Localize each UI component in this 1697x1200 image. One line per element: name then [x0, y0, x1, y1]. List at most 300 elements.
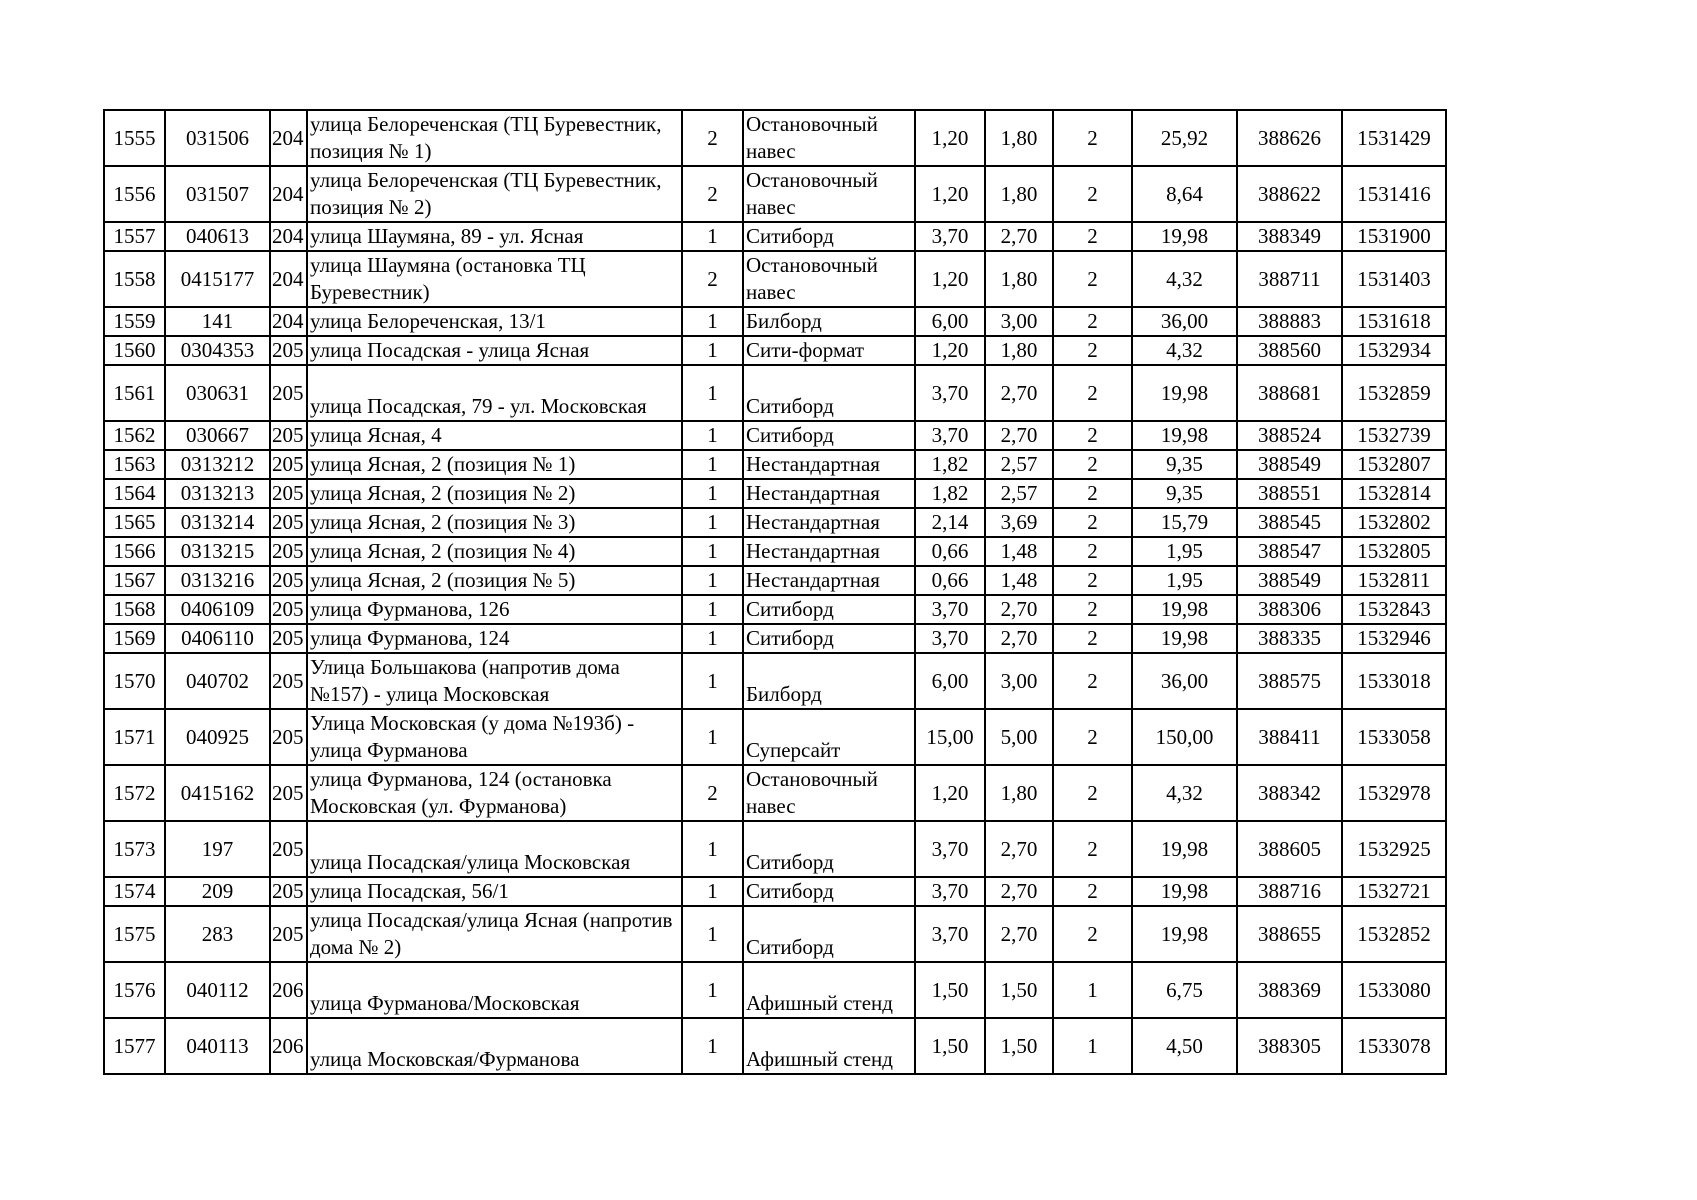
- address-cell: улица Посадская, 56/1: [307, 877, 682, 906]
- coord-y-cell: 1532814: [1342, 479, 1446, 508]
- object-number-cell: 040925: [165, 709, 270, 765]
- coord-y-cell: 1533078: [1342, 1018, 1446, 1074]
- width-cell: 3,70: [915, 624, 985, 653]
- district-code-cell: 204: [270, 110, 307, 166]
- sides-cell: 2: [682, 251, 743, 307]
- district-code-cell: 206: [270, 962, 307, 1018]
- type-cell: Остановочный навес: [743, 251, 915, 307]
- table-row: [104, 962, 1446, 1018]
- district-code-cell: 204: [270, 222, 307, 251]
- height-cell: 1,80: [985, 166, 1053, 222]
- sides-cell: 2: [682, 765, 743, 821]
- height-cell: 1,48: [985, 537, 1053, 566]
- sides-cell: 1: [682, 1018, 743, 1074]
- address-cell: улица Белореченская (ТЦ Буревестник, позиция № 1): [307, 110, 682, 166]
- district-code-cell: 205: [270, 709, 307, 765]
- quantity-cell: 2: [1053, 595, 1132, 624]
- width-cell: 6,00: [915, 307, 985, 336]
- height-cell: 5,00: [985, 709, 1053, 765]
- area-cell: 19,98: [1132, 421, 1237, 450]
- type-cell: Остановочный навес: [743, 110, 915, 166]
- object-number-cell: 0406110: [165, 624, 270, 653]
- quantity-cell: 2: [1053, 709, 1132, 765]
- coord-y-cell: 1533080: [1342, 962, 1446, 1018]
- row-number-cell: 1569: [104, 624, 165, 653]
- quantity-cell: 2: [1053, 110, 1132, 166]
- sides-cell: 1: [682, 709, 743, 765]
- coord-y-cell: 1532811: [1342, 566, 1446, 595]
- address-cell: улица Фурманова, 126: [307, 595, 682, 624]
- district-code-cell: 205: [270, 765, 307, 821]
- coord-x-cell: 388524: [1237, 421, 1342, 450]
- sides-cell: 1: [682, 450, 743, 479]
- district-code-cell: 205: [270, 336, 307, 365]
- address-cell: улица Посадская/улица Московская: [307, 821, 682, 877]
- object-number-cell: 040112: [165, 962, 270, 1018]
- quantity-cell: 2: [1053, 566, 1132, 595]
- coord-y-cell: 1532978: [1342, 765, 1446, 821]
- sides-cell: 1: [682, 566, 743, 595]
- object-number-cell: 031507: [165, 166, 270, 222]
- coord-x-cell: 388306: [1237, 595, 1342, 624]
- width-cell: 3,70: [915, 222, 985, 251]
- width-cell: 1,50: [915, 1018, 985, 1074]
- quantity-cell: 2: [1053, 906, 1132, 962]
- table-row: [104, 336, 1446, 365]
- height-cell: 2,70: [985, 421, 1053, 450]
- table-row: [104, 479, 1446, 508]
- area-cell: 150,00: [1132, 709, 1237, 765]
- width-cell: 1,20: [915, 251, 985, 307]
- district-code-cell: 205: [270, 877, 307, 906]
- type-cell: Ситиборд: [743, 222, 915, 251]
- height-cell: 2,70: [985, 624, 1053, 653]
- coord-x-cell: 388305: [1237, 1018, 1342, 1074]
- quantity-cell: 2: [1053, 877, 1132, 906]
- area-cell: 4,32: [1132, 336, 1237, 365]
- table-row: [104, 365, 1446, 421]
- quantity-cell: 2: [1053, 166, 1132, 222]
- coord-y-cell: 1532934: [1342, 336, 1446, 365]
- area-cell: 19,98: [1132, 906, 1237, 962]
- address-cell: улица Фурманова, 124: [307, 624, 682, 653]
- data-table: [103, 109, 1447, 1075]
- width-cell: 3,70: [915, 906, 985, 962]
- table-row: [104, 595, 1446, 624]
- table-row: [104, 222, 1446, 251]
- object-number-cell: 141: [165, 307, 270, 336]
- type-cell: Остановочный навес: [743, 166, 915, 222]
- row-number-cell: 1572: [104, 765, 165, 821]
- area-cell: 4,50: [1132, 1018, 1237, 1074]
- district-code-cell: 204: [270, 166, 307, 222]
- district-code-cell: 205: [270, 421, 307, 450]
- width-cell: 3,70: [915, 877, 985, 906]
- quantity-cell: 2: [1053, 307, 1132, 336]
- quantity-cell: 2: [1053, 765, 1132, 821]
- object-number-cell: 283: [165, 906, 270, 962]
- district-code-cell: 205: [270, 566, 307, 595]
- object-number-cell: 0313212: [165, 450, 270, 479]
- row-number-cell: 1556: [104, 166, 165, 222]
- sides-cell: 1: [682, 421, 743, 450]
- width-cell: 3,70: [915, 595, 985, 624]
- coord-y-cell: 1532859: [1342, 365, 1446, 421]
- address-cell: улица Ясная, 2 (позиция № 5): [307, 566, 682, 595]
- height-cell: 3,69: [985, 508, 1053, 537]
- coord-x-cell: 388551: [1237, 479, 1342, 508]
- district-code-cell: 204: [270, 307, 307, 336]
- row-number-cell: 1570: [104, 653, 165, 709]
- area-cell: 19,98: [1132, 624, 1237, 653]
- row-number-cell: 1562: [104, 421, 165, 450]
- sides-cell: 1: [682, 508, 743, 537]
- row-number-cell: 1577: [104, 1018, 165, 1074]
- sides-cell: 1: [682, 537, 743, 566]
- coord-y-cell: 1532946: [1342, 624, 1446, 653]
- object-number-cell: 0313213: [165, 479, 270, 508]
- width-cell: 2,14: [915, 508, 985, 537]
- row-number-cell: 1575: [104, 906, 165, 962]
- table-row: [104, 653, 1446, 709]
- height-cell: 1,80: [985, 765, 1053, 821]
- area-cell: 19,98: [1132, 365, 1237, 421]
- type-cell: Сити-формат: [743, 336, 915, 365]
- address-cell: улица Ясная, 2 (позиция № 4): [307, 537, 682, 566]
- district-code-cell: 205: [270, 537, 307, 566]
- coord-x-cell: 388342: [1237, 765, 1342, 821]
- width-cell: 1,82: [915, 479, 985, 508]
- coord-y-cell: 1533058: [1342, 709, 1446, 765]
- quantity-cell: 2: [1053, 821, 1132, 877]
- quantity-cell: 2: [1053, 624, 1132, 653]
- width-cell: 3,70: [915, 365, 985, 421]
- type-cell: Ситиборд: [743, 595, 915, 624]
- width-cell: 1,20: [915, 166, 985, 222]
- object-number-cell: 0304353: [165, 336, 270, 365]
- height-cell: 2,70: [985, 821, 1053, 877]
- table-row: [104, 765, 1446, 821]
- row-number-cell: 1574: [104, 877, 165, 906]
- quantity-cell: 2: [1053, 479, 1132, 508]
- area-cell: 9,35: [1132, 450, 1237, 479]
- coord-y-cell: 1532802: [1342, 508, 1446, 537]
- sides-cell: 1: [682, 222, 743, 251]
- height-cell: 3,00: [985, 653, 1053, 709]
- type-cell: Нестандартная: [743, 508, 915, 537]
- table-row: [104, 709, 1446, 765]
- coord-x-cell: 388626: [1237, 110, 1342, 166]
- height-cell: 2,70: [985, 906, 1053, 962]
- object-number-cell: 0415177: [165, 251, 270, 307]
- area-cell: 19,98: [1132, 877, 1237, 906]
- district-code-cell: 205: [270, 479, 307, 508]
- quantity-cell: 1: [1053, 1018, 1132, 1074]
- object-number-cell: 040613: [165, 222, 270, 251]
- height-cell: 2,57: [985, 450, 1053, 479]
- coord-x-cell: 388681: [1237, 365, 1342, 421]
- sides-cell: 1: [682, 906, 743, 962]
- table-row: [104, 624, 1446, 653]
- area-cell: 15,79: [1132, 508, 1237, 537]
- coord-y-cell: 1531429: [1342, 110, 1446, 166]
- quantity-cell: 2: [1053, 450, 1132, 479]
- area-cell: 4,32: [1132, 765, 1237, 821]
- coord-x-cell: 388549: [1237, 450, 1342, 479]
- type-cell: Ситиборд: [743, 821, 915, 877]
- row-number-cell: 1555: [104, 110, 165, 166]
- district-code-cell: 205: [270, 906, 307, 962]
- sides-cell: 1: [682, 365, 743, 421]
- object-number-cell: 030631: [165, 365, 270, 421]
- row-number-cell: 1571: [104, 709, 165, 765]
- address-cell: улица Посадская, 79 - ул. Московская: [307, 365, 682, 421]
- width-cell: 3,70: [915, 421, 985, 450]
- sides-cell: 1: [682, 821, 743, 877]
- area-cell: 19,98: [1132, 821, 1237, 877]
- type-cell: Афишный стенд: [743, 1018, 915, 1074]
- object-number-cell: 030667: [165, 421, 270, 450]
- height-cell: 2,70: [985, 222, 1053, 251]
- table-row: [104, 421, 1446, 450]
- coord-y-cell: 1531900: [1342, 222, 1446, 251]
- object-number-cell: 0415162: [165, 765, 270, 821]
- district-code-cell: 205: [270, 450, 307, 479]
- coord-y-cell: 1531403: [1342, 251, 1446, 307]
- coord-x-cell: 388335: [1237, 624, 1342, 653]
- area-cell: 1,95: [1132, 537, 1237, 566]
- quantity-cell: 2: [1053, 537, 1132, 566]
- coord-y-cell: 1532739: [1342, 421, 1446, 450]
- sides-cell: 2: [682, 110, 743, 166]
- address-cell: улица Шаумяна (остановка ТЦ Буревестник): [307, 251, 682, 307]
- area-cell: 8,64: [1132, 166, 1237, 222]
- row-number-cell: 1576: [104, 962, 165, 1018]
- width-cell: 3,70: [915, 821, 985, 877]
- address-cell: улица Шаумяна, 89 - ул. Ясная: [307, 222, 682, 251]
- quantity-cell: 2: [1053, 421, 1132, 450]
- coord-x-cell: 388575: [1237, 653, 1342, 709]
- object-number-cell: 209: [165, 877, 270, 906]
- address-cell: улица Ясная, 2 (позиция № 1): [307, 450, 682, 479]
- object-number-cell: 0313216: [165, 566, 270, 595]
- quantity-cell: 2: [1053, 222, 1132, 251]
- coord-x-cell: 388716: [1237, 877, 1342, 906]
- sides-cell: 1: [682, 479, 743, 508]
- coord-y-cell: 1532843: [1342, 595, 1446, 624]
- object-number-cell: 0406109: [165, 595, 270, 624]
- type-cell: Ситиборд: [743, 365, 915, 421]
- width-cell: 1,50: [915, 962, 985, 1018]
- type-cell: Нестандартная: [743, 537, 915, 566]
- district-code-cell: 205: [270, 624, 307, 653]
- type-cell: Ситиборд: [743, 421, 915, 450]
- type-cell: Ситиборд: [743, 877, 915, 906]
- coord-y-cell: 1532852: [1342, 906, 1446, 962]
- type-cell: Остановочный навес: [743, 765, 915, 821]
- district-code-cell: 205: [270, 595, 307, 624]
- coord-x-cell: 388349: [1237, 222, 1342, 251]
- area-cell: 36,00: [1132, 307, 1237, 336]
- row-number-cell: 1564: [104, 479, 165, 508]
- coord-y-cell: 1532925: [1342, 821, 1446, 877]
- table-body: [104, 110, 1446, 1074]
- height-cell: 2,70: [985, 877, 1053, 906]
- object-number-cell: 0313215: [165, 537, 270, 566]
- object-number-cell: 031506: [165, 110, 270, 166]
- quantity-cell: 2: [1053, 365, 1132, 421]
- object-number-cell: 0313214: [165, 508, 270, 537]
- coord-y-cell: 1531416: [1342, 166, 1446, 222]
- area-cell: 25,92: [1132, 110, 1237, 166]
- height-cell: 2,57: [985, 479, 1053, 508]
- sides-cell: 2: [682, 166, 743, 222]
- height-cell: 1,80: [985, 336, 1053, 365]
- table-row: [104, 537, 1446, 566]
- row-number-cell: 1573: [104, 821, 165, 877]
- row-number-cell: 1567: [104, 566, 165, 595]
- width-cell: 15,00: [915, 709, 985, 765]
- area-cell: 19,98: [1132, 595, 1237, 624]
- coord-x-cell: 388883: [1237, 307, 1342, 336]
- table-row: [104, 307, 1446, 336]
- sides-cell: 1: [682, 624, 743, 653]
- quantity-cell: 2: [1053, 653, 1132, 709]
- address-cell: Улица Московская (у дома №193б) - улица Фурманова: [307, 709, 682, 765]
- height-cell: 1,80: [985, 110, 1053, 166]
- object-number-cell: 040702: [165, 653, 270, 709]
- table-row: [104, 166, 1446, 222]
- sides-cell: 1: [682, 595, 743, 624]
- width-cell: 1,20: [915, 765, 985, 821]
- width-cell: 0,66: [915, 537, 985, 566]
- height-cell: 1,50: [985, 962, 1053, 1018]
- type-cell: Билборд: [743, 653, 915, 709]
- object-number-cell: 197: [165, 821, 270, 877]
- address-cell: улица Посадская/улица Ясная (напротив дома № 2): [307, 906, 682, 962]
- district-code-cell: 205: [270, 653, 307, 709]
- type-cell: Нестандартная: [743, 479, 915, 508]
- quantity-cell: 1: [1053, 962, 1132, 1018]
- type-cell: Билборд: [743, 307, 915, 336]
- district-code-cell: 205: [270, 365, 307, 421]
- coord-x-cell: 388547: [1237, 537, 1342, 566]
- type-cell: Нестандартная: [743, 450, 915, 479]
- address-cell: улица Посадская - улица Ясная: [307, 336, 682, 365]
- type-cell: Нестандартная: [743, 566, 915, 595]
- address-cell: улица Белореченская, 13/1: [307, 307, 682, 336]
- row-number-cell: 1568: [104, 595, 165, 624]
- coord-x-cell: 388655: [1237, 906, 1342, 962]
- address-cell: улица Ясная, 2 (позиция № 3): [307, 508, 682, 537]
- coord-y-cell: 1532807: [1342, 450, 1446, 479]
- area-cell: 36,00: [1132, 653, 1237, 709]
- table-row: [104, 110, 1446, 166]
- coord-x-cell: 388369: [1237, 962, 1342, 1018]
- type-cell: Ситиборд: [743, 624, 915, 653]
- height-cell: 1,80: [985, 251, 1053, 307]
- row-number-cell: 1566: [104, 537, 165, 566]
- height-cell: 2,70: [985, 595, 1053, 624]
- height-cell: 1,50: [985, 1018, 1053, 1074]
- coord-x-cell: 388605: [1237, 821, 1342, 877]
- quantity-cell: 2: [1053, 336, 1132, 365]
- sides-cell: 1: [682, 877, 743, 906]
- address-cell: Улица Большакова (напротив дома №157) - улица Московская: [307, 653, 682, 709]
- width-cell: 1,20: [915, 336, 985, 365]
- table-row: [104, 877, 1446, 906]
- address-cell: улица Фурманова/Московская: [307, 962, 682, 1018]
- district-code-cell: 205: [270, 821, 307, 877]
- address-cell: улица Белореченская (ТЦ Буревестник, позиция № 2): [307, 166, 682, 222]
- row-number-cell: 1559: [104, 307, 165, 336]
- table-row: [104, 508, 1446, 537]
- sides-cell: 1: [682, 307, 743, 336]
- row-number-cell: 1558: [104, 251, 165, 307]
- height-cell: 2,70: [985, 365, 1053, 421]
- height-cell: 3,00: [985, 307, 1053, 336]
- area-cell: 9,35: [1132, 479, 1237, 508]
- width-cell: 0,66: [915, 566, 985, 595]
- height-cell: 1,48: [985, 566, 1053, 595]
- district-code-cell: 205: [270, 508, 307, 537]
- address-cell: улица Фурманова, 124 (остановка Московская (ул. Фурманова): [307, 765, 682, 821]
- area-cell: 4,32: [1132, 251, 1237, 307]
- coord-x-cell: 388411: [1237, 709, 1342, 765]
- coord-y-cell: 1533018: [1342, 653, 1446, 709]
- area-cell: 1,95: [1132, 566, 1237, 595]
- address-cell: улица Ясная, 4: [307, 421, 682, 450]
- area-cell: 6,75: [1132, 962, 1237, 1018]
- width-cell: 1,20: [915, 110, 985, 166]
- type-cell: Афишный стенд: [743, 962, 915, 1018]
- sides-cell: 1: [682, 962, 743, 1018]
- sides-cell: 1: [682, 336, 743, 365]
- row-number-cell: 1561: [104, 365, 165, 421]
- sides-cell: 1: [682, 653, 743, 709]
- width-cell: 6,00: [915, 653, 985, 709]
- object-number-cell: 040113: [165, 1018, 270, 1074]
- coord-x-cell: 388549: [1237, 566, 1342, 595]
- coord-x-cell: 388560: [1237, 336, 1342, 365]
- row-number-cell: 1557: [104, 222, 165, 251]
- table-row: [104, 566, 1446, 595]
- coord-x-cell: 388622: [1237, 166, 1342, 222]
- width-cell: 1,82: [915, 450, 985, 479]
- coord-x-cell: 388711: [1237, 251, 1342, 307]
- coord-x-cell: 388545: [1237, 508, 1342, 537]
- table-row: [104, 251, 1446, 307]
- district-code-cell: 206: [270, 1018, 307, 1074]
- type-cell: Суперсайт: [743, 709, 915, 765]
- coord-y-cell: 1531618: [1342, 307, 1446, 336]
- table-row: [104, 450, 1446, 479]
- coord-y-cell: 1532805: [1342, 537, 1446, 566]
- quantity-cell: 2: [1053, 508, 1132, 537]
- address-cell: улица Московская/Фурманова: [307, 1018, 682, 1074]
- district-code-cell: 204: [270, 251, 307, 307]
- quantity-cell: 2: [1053, 251, 1132, 307]
- coord-y-cell: 1532721: [1342, 877, 1446, 906]
- address-cell: улица Ясная, 2 (позиция № 2): [307, 479, 682, 508]
- area-cell: 19,98: [1132, 222, 1237, 251]
- row-number-cell: 1563: [104, 450, 165, 479]
- table-row: [104, 906, 1446, 962]
- row-number-cell: 1560: [104, 336, 165, 365]
- table-row: [104, 1018, 1446, 1074]
- table-row: [104, 821, 1446, 877]
- type-cell: Ситиборд: [743, 906, 915, 962]
